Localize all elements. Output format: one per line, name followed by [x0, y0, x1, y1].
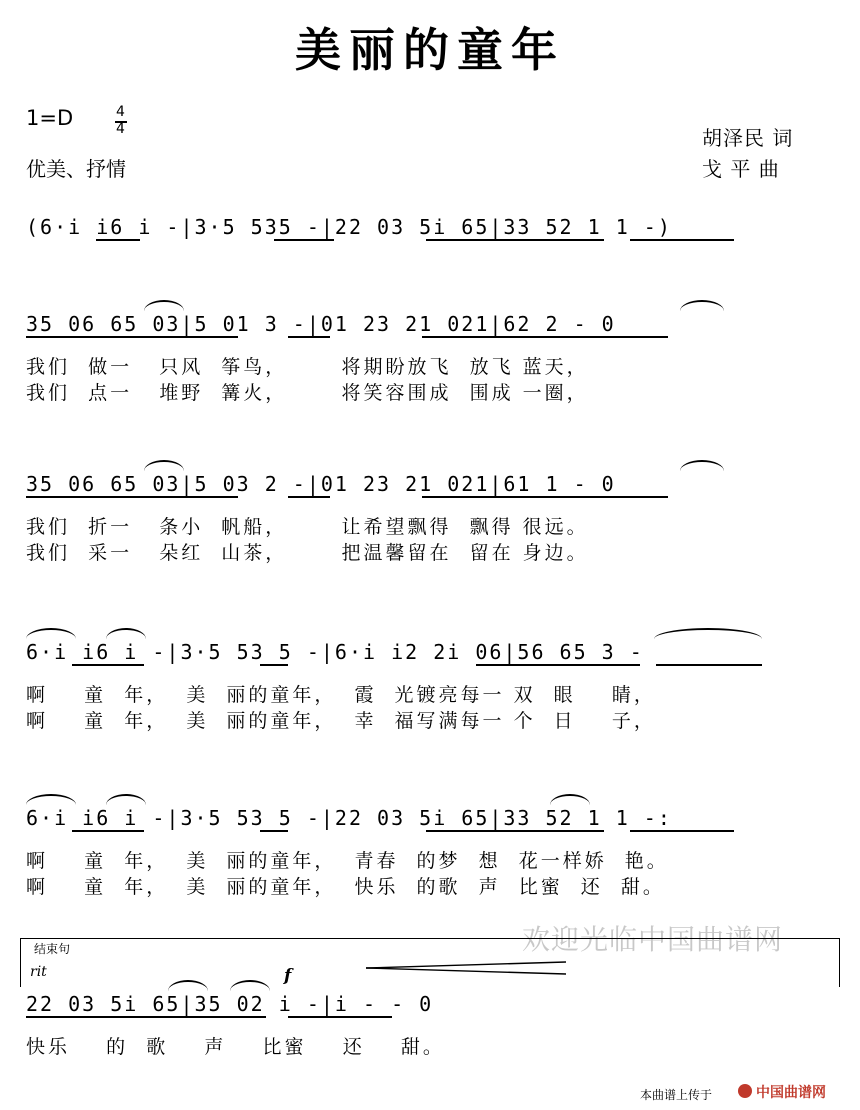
slur [144, 460, 184, 471]
beam [422, 336, 668, 338]
lyric-verse-1: 啊 童 年， 美 丽的童年， 霞 光镀亮每一 双 眼 睛， [26, 684, 656, 706]
notation-text: 35 06 65 03|5 01 3 -|01 23 21 021|62 2 - 0 [26, 312, 616, 336]
beam [260, 664, 288, 666]
page-title: 美丽的童年 [295, 23, 565, 77]
beam [26, 336, 238, 338]
lyric-verse-2: 啊 童 年， 美 丽的童年， 幸 福写满每一 个 日 子， [26, 710, 656, 732]
beam [656, 664, 762, 666]
lyricist-credit: 胡泽民 词 [702, 126, 794, 150]
site-logo-text[interactable]: 中国曲谱网 [756, 1085, 826, 1101]
key-signature [26, 106, 73, 130]
ritardando-mark: rit [30, 964, 47, 980]
composer-credit: 戈 平 曲 [702, 157, 780, 181]
beam [630, 239, 734, 241]
notation-text: 35 06 65 03|5 03 2 -|01 23 21 021|61 1 - 0 [26, 472, 616, 496]
beam [96, 239, 140, 241]
lyric-verse-1: 啊 童 年， 美 丽的童年， 青春 的梦 想 花一样娇 艳。 [26, 850, 669, 872]
beam [476, 664, 640, 666]
beam [72, 830, 144, 832]
slur [654, 628, 762, 639]
footer-note: 本曲谱上传于 [640, 1088, 713, 1102]
notation-text: 6·i i6 i -|3·5 53 5 -|22 03 5i 65|33 52 1 1 -: [26, 806, 672, 830]
slur [26, 794, 76, 805]
beam [422, 496, 668, 498]
decrescendo-hairpin [366, 960, 566, 976]
notation-text: 22 03 5i 65|35 02 i -|i - - 0 [26, 992, 434, 1016]
slur [680, 300, 724, 311]
beam [426, 239, 604, 241]
lyric-verse-1: 我们 做一 只风 筝鸟， 将期盼放飞 放飞 蓝天， [26, 356, 589, 378]
lyric-verse-1: 我们 折一 条小 帆船， 让希望飘得 飘得 很远。 [26, 516, 589, 538]
time-signature-bottom: 4 [116, 121, 125, 137]
lyric-verse-2: 啊 童 年， 美 丽的童年， 快乐 的歌 声 比蜜 还 甜。 [26, 876, 665, 898]
ending-label: 结束句 [34, 942, 71, 956]
beam [630, 830, 734, 832]
lyric-verse-2: 我们 点一 堆野 篝火， 将笑容围成 围成 一圈， [26, 382, 589, 404]
notation-text: (6·i i6 i -|3·5 535 -|22 03 5i 65|33 52 1 1 -) [26, 215, 672, 239]
beam [288, 1016, 392, 1018]
beam [274, 239, 334, 241]
site-logo-icon [738, 1084, 752, 1098]
notation-text: 6·i i6 i -|3·5 53 5 -|6·i i2 2i 06|56 65 3 - [26, 640, 644, 664]
key-label: 1=D [26, 106, 74, 130]
slur [26, 628, 76, 639]
expression-mark: 优美、抒情 [26, 157, 126, 181]
slur [680, 460, 724, 471]
beam [26, 1016, 266, 1018]
watermark: 欢迎光临中国曲谱网 [522, 923, 784, 956]
slur [550, 794, 590, 805]
beam [288, 336, 330, 338]
time-signature-top: 4 [116, 104, 125, 120]
beam [26, 496, 238, 498]
lyric-ending: 快乐 的 歌 声 比蜜 还 甜。 [26, 1036, 445, 1058]
forte-mark: f [284, 966, 292, 986]
slur [106, 628, 146, 639]
beam [72, 664, 144, 666]
slur [106, 794, 146, 805]
beam [288, 496, 330, 498]
slur [144, 300, 184, 311]
beam [260, 830, 288, 832]
lyric-verse-2: 我们 采一 朵红 山茶， 把温馨留在 留在 身边。 [26, 542, 589, 564]
beam [426, 830, 604, 832]
